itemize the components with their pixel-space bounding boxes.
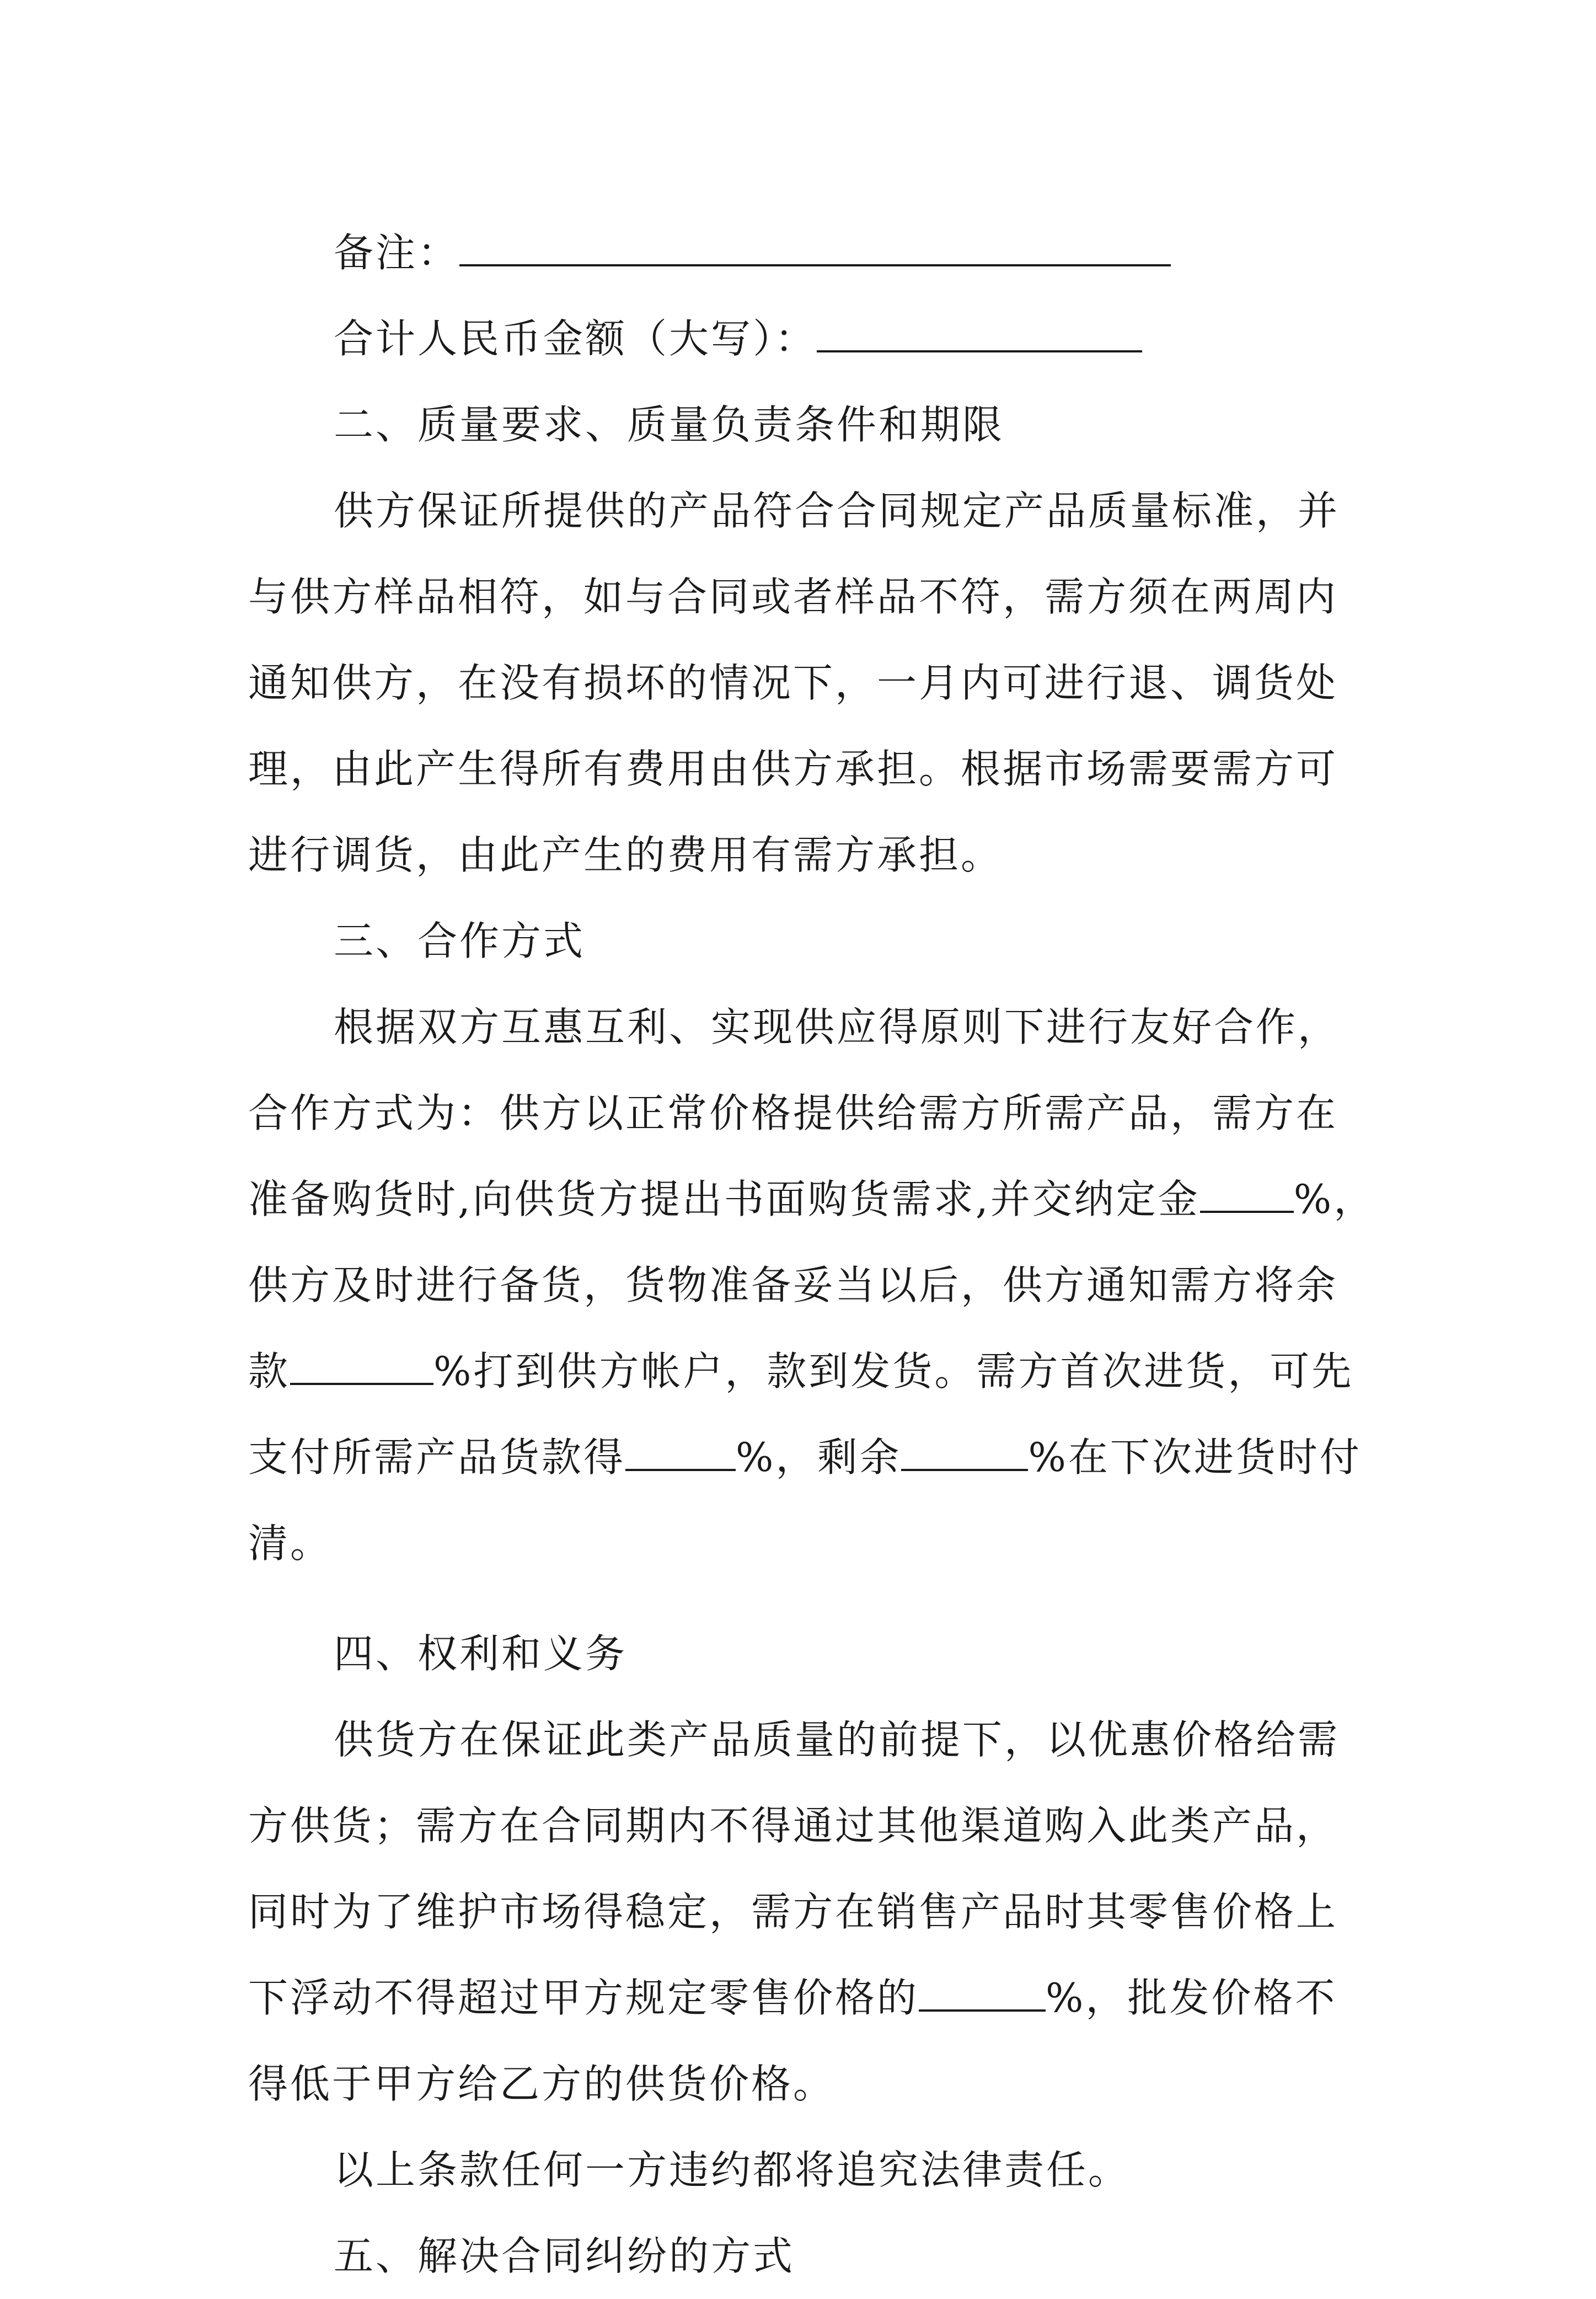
deposit-percent-blank <box>1200 1172 1294 1213</box>
section-2-heading: 二、质量要求、质量负责条件和期限 <box>334 402 1005 448</box>
next-order-text: %在下次进货时付 <box>1028 1434 1362 1480</box>
contract-body <box>248 210 1379 2299</box>
section-4-text-line: 方供货；需方在合同期内不得通过其他渠道购入此类产品， <box>248 1803 1338 1849</box>
remarks-line <box>248 210 1379 296</box>
section-2-text-line: 通知供方，在没有损坏的情况下，一月内可进行退、调货处 <box>248 660 1338 706</box>
balance-percent-blank <box>290 1344 433 1385</box>
balance-prefix: 款 <box>248 1348 291 1394</box>
wholesale-text: %，批发价格不 <box>1046 1975 1337 2021</box>
section-4-text-line: 同时为了维护市场得稳定，需方在销售产品时其零售价格上 <box>248 1889 1338 1935</box>
section-3-text-line: 根据双方互惠互利、实现供应得原则下进行友好合作， <box>334 1004 1340 1050</box>
section-3-balance-line <box>248 1328 1379 1414</box>
section-3-deposit-line <box>248 1156 1379 1242</box>
section-2-text-line: 进行调货，由此产生的费用有需方承担。 <box>248 832 1003 878</box>
remaining-text: %，剩余 <box>736 1434 902 1480</box>
price-float-percent-blank <box>919 1971 1046 2012</box>
remarks-label: 备注： <box>334 229 460 276</box>
total-amount-label: 合计人民币金额（大写）： <box>334 316 817 362</box>
section-2-text-line: 与供方样品相符，如与合同或者样品不符，需方须在两周内 <box>248 574 1338 620</box>
section-3-text-line: 合作方式为：供方以正常价格提供给需方所需产品，需方在 <box>248 1090 1338 1136</box>
section-2-text-line: 供方保证所提供的产品符合合同规定产品质量标准，并 <box>334 488 1340 534</box>
total-amount-line <box>248 296 1379 382</box>
deposit-text: 准备购货时,向供货方提出书面购货需求,并交纳定金 <box>248 1176 1200 1222</box>
first-payment-text: 支付所需产品货款得 <box>248 1434 626 1480</box>
paragraph-gap <box>248 1586 1379 1611</box>
price-float-text: 下浮动不得超过甲方规定零售价格的 <box>248 1975 919 2021</box>
first-payment-percent-blank <box>625 1430 736 1471</box>
liability-line: 以上条款任何一方违约都将追究法律责任。 <box>334 2147 1131 2193</box>
section-4-text-line: 得低于甲方给乙方的供货价格。 <box>248 2061 836 2107</box>
section-4-heading: 四、权利和义务 <box>334 1630 628 1677</box>
deposit-suffix: %， <box>1293 1176 1376 1222</box>
section-2-text-line: 理，由此产生得所有费用由供方承担。根据市场需要需方可 <box>248 746 1338 792</box>
section-3-text-line: 清。 <box>248 1520 333 1566</box>
section-4-text-line: 供货方在保证此类产品质量的前提下，以优惠价格给需 <box>334 1717 1340 1763</box>
section-3-heading: 三、合作方式 <box>334 918 586 964</box>
section-5-heading: 五、解决合同纠纷的方式 <box>334 2233 795 2279</box>
total-amount-blank <box>817 312 1142 352</box>
section-4-price-line <box>248 1955 1379 2041</box>
section-3-first-order-line <box>248 1414 1379 1500</box>
section-3-text-line: 供方及时进行备货，货物准备妥当以后，供方通知需方将余 <box>248 1262 1338 1308</box>
remarks-blank <box>459 226 1171 266</box>
balance-text: %打到供方帐户，款到发货。需方首次进货，可先 <box>433 1348 1354 1394</box>
remaining-percent-blank <box>901 1430 1028 1471</box>
